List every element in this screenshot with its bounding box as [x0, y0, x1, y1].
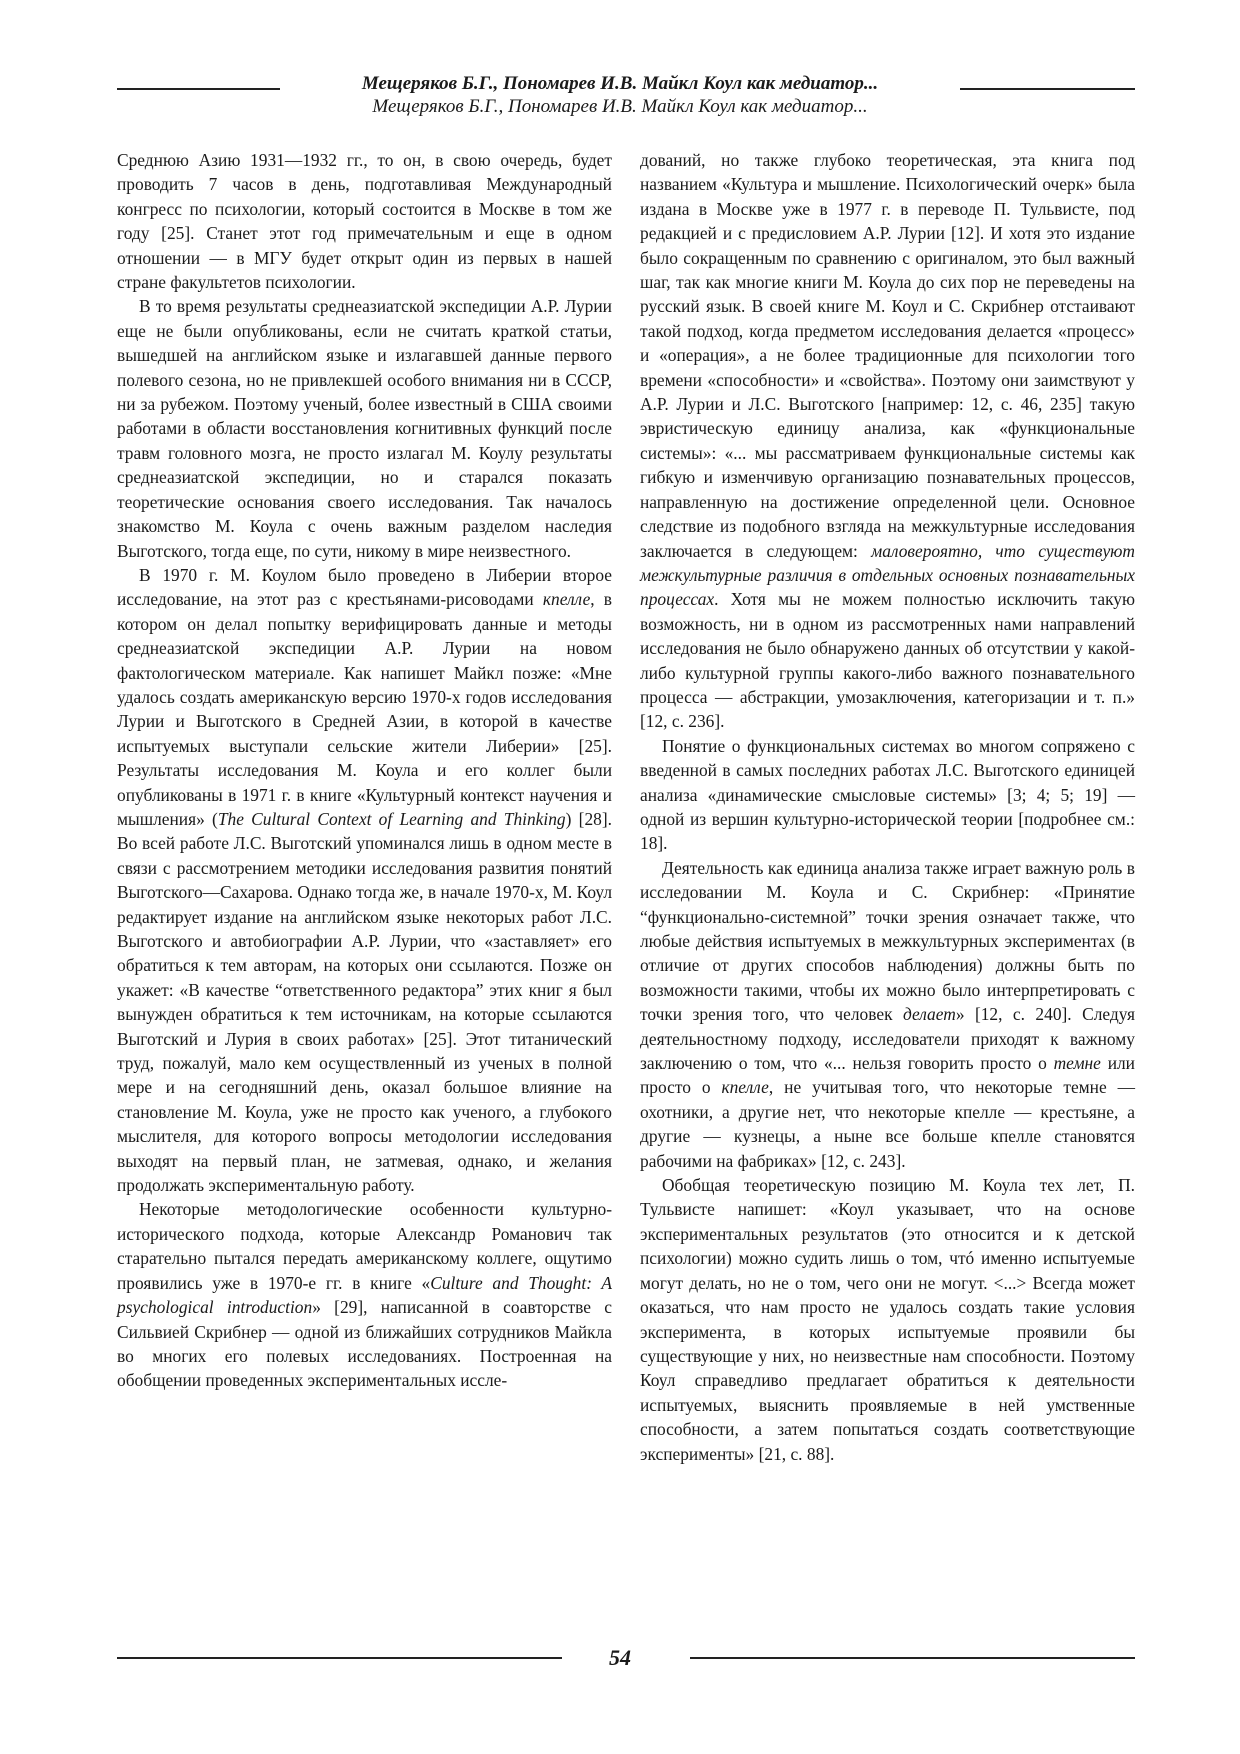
left-column	[117, 148, 612, 1628]
header-rule-left	[117, 88, 280, 90]
right-column	[640, 148, 1135, 1628]
paragraph: Деятельность как единица анализа также играет важную роль в исследовании М. Коула и С. Скрибнер: «Принятие “функционально-системной” точки зрения означает также, что любые действия испытуемых в межкультурных экспериментах (в отличие от других способов наблюдения) должны быть по возможности такими, чтобы их можно было интерпретировать с точки зрения того, что человек делает» [12, с. 240]. Следуя деятельностному подходу, исследователи приходят к важному заключению о том, что «... нельзя говорить просто о темне или просто о кпелле, не учитывая того, что некоторые темне — охотники, а другие нет, что некоторые кпелле — крестьяне, а другие — кузнецы, а ныне все больше кпелле становятся рабочими на фабриках» [12, с. 243].	[640, 857, 1135, 1171]
paragraph: дований, но также глубоко теоретическая, эта книга под названием «Культура и мышление. Психологический очерк» была издана в Москве уже в 1977 г. в переводе П. Тульвисте, под редакцией и с предисловием А.Р. Лурии [12]. И хотя это издание было сокращенным по сравнению с оригиналом, это был важный шаг, так как многие книги М. Коула до сих пор не переведены на русский язык. В своей книге М. Коул и С. Скрибнер отстаивают такой подход, когда предметом исследования делается «процесс» и «операция», а не более традиционные для психологии того времени «способности» и «свойства». Поэтому они заимствуют у А.Р. Лурии и Л.С. Выготского [например: 12, с. 46, 235] такую эвристическую единицу анализа, как «функциональные системы»: «... мы рассматриваем функциональные системы как гибкую и изменчивую организацию познавательных процессов, направленную на достижение определенной цели. Основное следствие из подобного взгляда на межкультурные исследования заключается в следующем: маловероятно, что существуют межкультурные различия в отдельных основных познавательных процессах. Хотя мы не можем полностью исключить такую возможность, ни в одном из рассмотренных нами направлений исследования не было обнаружено данных об отсутствии у какой-либо культурной группы какого-либо важного познавательного процесса — абстракции, умозаключения, категоризации и т. п.» [12, с. 236].	[640, 150, 1135, 732]
paragraph: В то время результаты среднеазиатской экспедиции А.Р. Лурии еще не были опубликованы, если не считать краткой статьи, вышедшей на английском языке и излагавшей данные первого полевого сезона, но не привлекшей особого внимания ни в СССР, ни за рубежом. Поэтому ученый, более известный в США своими работами в области восстановления когнитивных функций после травм головного мозга, не просто излагал М. Коулу результаты среднеазиатской экспедиции, но и старался показать теоретические основания своего исследования. Так началось знакомство М. Коула с очень важным разделом наследия Выготского, тогда еще, по сути, никому в мире неизвестного.	[117, 296, 612, 561]
page-number: 54	[609, 1645, 631, 1670]
footer-rule-left	[117, 1657, 562, 1659]
header-rule-right	[960, 88, 1135, 90]
paragraph: Обобщая теоретическую позицию М. Коула тех лет, П. Тульвисте напишет: «Коул указывает, что на основе экспериментальных результатов (это относится и к детской психологии) можно судить лишь о том, чтó именно испытуемые могут делать, но не о том, чего они не могут. <...> Всегда может оказаться, что нам просто не удалось создать такие условия эксперимента, в которых испытуемые проявили бы существующие у них, но неизвестные нам способности. Поэтому Коул справедливо предлагает обратиться к деятельности испытуемых, выяснить проявляемые в ней умственные способности, а затем попытаться создать соответствующие эксперименты» [21, с. 88].	[640, 1175, 1135, 1464]
paragraph: Понятие о функциональных системах во многом сопряжено с введенной в самых последних работах Л.С. Выготского единицей анализа «динамические смысловые системы» [3; 4; 5; 19] — одной из вершин культурно-исторической теории [подробнее см.: 18].	[640, 735, 1135, 854]
paragraph: Некоторые методологические особенности культурно-исторического подхода, которые Александр Романович так старательно пытался передать американскому коллеге, ощутимо проявились уже в 1970-е гг. в книге «Culture and Thought: A psychological introduction» [29], написанной в соавторстве с Сильвией Скрибнер — одной из ближайших сотрудников Майкла во многих его полевых исследованиях. Построенная на обобщении проведенных экспериментальных иссле-	[117, 1199, 613, 1391]
running-header: Мещеряков Б.Г., Пономарев И.В. Майкл Коул как медиатор...	[372, 96, 868, 117]
running-header-bold: Мещеряков Б.Г., Пономарев И.В. Майкл Коул как медиатор...	[361, 73, 879, 94]
paragraph: Среднюю Азию 1931—1932 гг., то он, в свою очередь, будет проводить 7 часов в день, подготавливая Международный конгресс по психологии, который состоится в Москве в том же году [25]. Станет этот год примечательным и еще в одном отношении — в МГУ будет открыт один из первых в нашей стране факультетов психологии.	[117, 150, 612, 293]
footer-rule-right	[690, 1657, 1135, 1659]
paragraph: В 1970 г. М. Коулом было проведено в Либерии второе исследование, на этот раз с крестьянами-рисоводами кпелле, в котором он делал попытку верифицировать данные и методы среднеазиатской экспедиции А.Р. Лурии на новом фактологическом материале. Как напишет Майкл позже: «Мне удалось создать американскую версию 1970-х годов исследования Лурии и Выготского в Средней Азии, в которой в качестве испытуемых выступали сельские жители Либерии» [25]. Результаты исследования М. Коула и его коллег были опубликованы в 1971 г. в книге «Культурный контекст научения и мышления» (The Cultural Context of Learning and Thinking) [28]. Во всей работе Л.С. Выготский упоминался лишь в одном месте в связи с рассмотрением методики исследования развития понятий Выготского—Сахарова. Однако тогда же, в начале 1970-х, М. Коул редактирует издание на английском языке некоторых работ Л.С. Выготского и автобиографии А.Р. Лурии, что «заставляет» его обратиться к тем авторам, на которых они ссылаются. Позже он укажет: «В качестве “ответственного редактора” этих книг я был вынужден обратиться к тем источникам, на которые ссылаются Выготский и Лурия в своих работах» [25]. Этот титанический труд, пожалуй, мало кем осуществленный из ученых в полной мере и на сегодняшний день, оказал большое влияние на становление М. Коула, уже не просто как ученого, а глубокого мыслителя, для которого вопросы методологии исследования выходят на первый план, не затмевая, однако, и желания продолжать экспериментальную работу.	[117, 564, 612, 1196]
